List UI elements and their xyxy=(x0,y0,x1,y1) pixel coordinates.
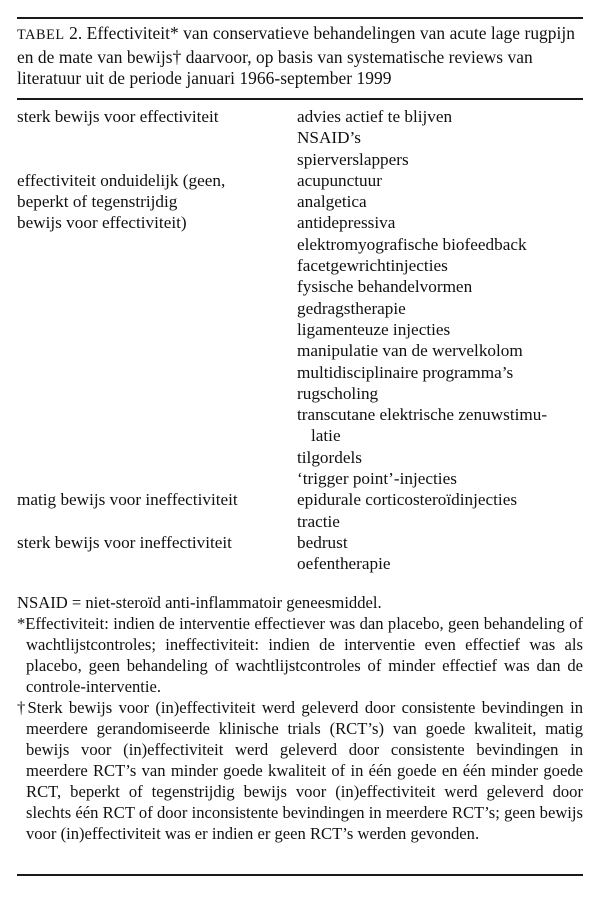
table-row xyxy=(17,170,583,489)
treatment-item xyxy=(297,212,583,233)
treatment-item-line: antidepressiva xyxy=(297,213,396,233)
treatment-item-line: epidurale corticosteroïdinjecties xyxy=(297,490,518,510)
table-number: 2. xyxy=(69,23,83,43)
treatment-item xyxy=(297,362,583,383)
treatment-item xyxy=(297,447,583,468)
treatment-item xyxy=(297,191,583,212)
table-label: TABEL xyxy=(17,27,65,43)
treatment-item xyxy=(297,170,583,191)
table-row xyxy=(17,532,583,575)
treatment-list-cell xyxy=(297,106,583,170)
treatment-item xyxy=(297,106,583,127)
evidence-level-line: effectiviteit onduidelijk (geen, xyxy=(17,170,226,190)
treatment-item-line: multidisciplinaire programma’s xyxy=(297,362,514,382)
treatment-item xyxy=(297,127,583,148)
treatment-item-line: acupunctuur xyxy=(297,170,382,190)
treatment-item xyxy=(297,383,583,404)
treatment-item xyxy=(297,276,583,297)
treatment-item-line: advies actief te blijven xyxy=(297,107,453,126)
evidence-level-line: matig bewijs voor ineffectiviteit xyxy=(17,490,238,510)
treatment-item-line: rugscholing xyxy=(297,383,379,403)
evidence-level-cell xyxy=(17,170,297,234)
footnote: NSAID = niet-steroïd anti-inflammatoir geneesmiddel. xyxy=(17,593,382,612)
evidence-level-line: sterk bewijs voor effectiviteit xyxy=(17,107,219,126)
rule-header xyxy=(17,98,583,100)
evidence-level-cell xyxy=(17,532,297,553)
treatment-list-cell xyxy=(297,532,583,575)
table-row xyxy=(17,106,583,170)
treatment-item xyxy=(297,468,583,489)
evidence-level-cell xyxy=(17,489,297,510)
treatment-item xyxy=(297,553,583,574)
evidence-level-cell xyxy=(17,106,297,127)
treatment-item-line: transcutane elektrische zenuwstimu- xyxy=(297,405,548,425)
footnote: *Effectiviteit: indien de interventie effectiever was dan placebo, geen behandeling of wachtlijstcontroles; ineffectiviteit: indien de interventie even effectief was als placebo, geen behandeling of wachtlijstcontroles of minder effectief was dan de controle-interventie. xyxy=(17,614,583,696)
treatment-item-line: analgetica xyxy=(297,192,367,212)
treatment-item xyxy=(297,340,583,361)
treatment-item xyxy=(297,255,583,276)
treatment-item xyxy=(297,298,583,319)
treatment-item-line: tractie xyxy=(297,511,340,531)
treatment-item xyxy=(297,234,583,255)
treatment-item-line: NSAID’s xyxy=(297,128,361,148)
treatment-item-line: elektromyografische biofeedback xyxy=(297,234,527,254)
treatment-item xyxy=(297,149,583,170)
treatment-item xyxy=(297,489,583,510)
treatment-item xyxy=(297,532,583,553)
treatment-item-line: ‘trigger point’-injecties xyxy=(297,469,457,489)
evidence-level-line: beperkt of tegenstrijdig xyxy=(17,192,178,212)
treatment-item xyxy=(297,511,583,532)
evidence-level-line: sterk bewijs voor ineffectiviteit xyxy=(17,532,232,552)
treatment-list-cell xyxy=(297,489,583,532)
treatment-list-cell xyxy=(297,170,583,489)
rule-bottom xyxy=(17,874,583,876)
treatment-item-line: bedrust xyxy=(297,532,348,552)
treatment-item-line: fysische behandelvormen xyxy=(297,277,473,297)
treatment-item-line: tilgordels xyxy=(297,447,362,467)
treatment-item-line: gedragstherapie xyxy=(297,298,406,318)
table-footnotes xyxy=(17,592,583,844)
evidence-level-line: bewijs voor effectiviteit) xyxy=(17,213,187,233)
treatment-item-line: spierverslappers xyxy=(297,149,409,169)
table-caption-text: Effectiviteit* van conservatieve behandelingen van acute lage rugpijn en de mate van bewijs† daarvoor, op basis van systematische reviews van literatuur uit de periode januari 1966-september 1999 xyxy=(17,23,576,89)
treatment-item-line: facetgewrichtinjecties xyxy=(297,256,448,276)
treatment-item-line: ligamenteuze injecties xyxy=(297,319,451,339)
table-row xyxy=(17,489,583,532)
treatment-item xyxy=(297,404,583,447)
treatment-item-line: manipulatie van de wervelkolom xyxy=(297,341,523,361)
table-caption xyxy=(17,23,583,90)
treatment-item xyxy=(297,319,583,340)
treatment-item-line: oefentherapie xyxy=(297,554,391,574)
rule-top xyxy=(17,17,583,19)
table-body xyxy=(17,106,583,575)
footnote: †Sterk bewijs voor (in)effectiviteit werd geleverd door consistente bevindingen in meerdere gerandomiseerde klinische trials (RCT’s) van goede kwaliteit, matig bewijs voor (in)effectiviteit werd geleverd door consistente bevindingen in meerdere RCT’s van minder goede kwaliteit of in één goede en één minder goede RCT, beperkt of tegenstrijdig bewijs voor (in)effectiviteit werd geleverd door slechts één RCT of door inconsistente bevindingen in meerdere RCT’s; geen bewijs voor (in)effectiviteit was er indien er geen RCT’s werden gevonden. xyxy=(17,698,583,843)
treatment-item-continuation: latie xyxy=(311,426,341,446)
